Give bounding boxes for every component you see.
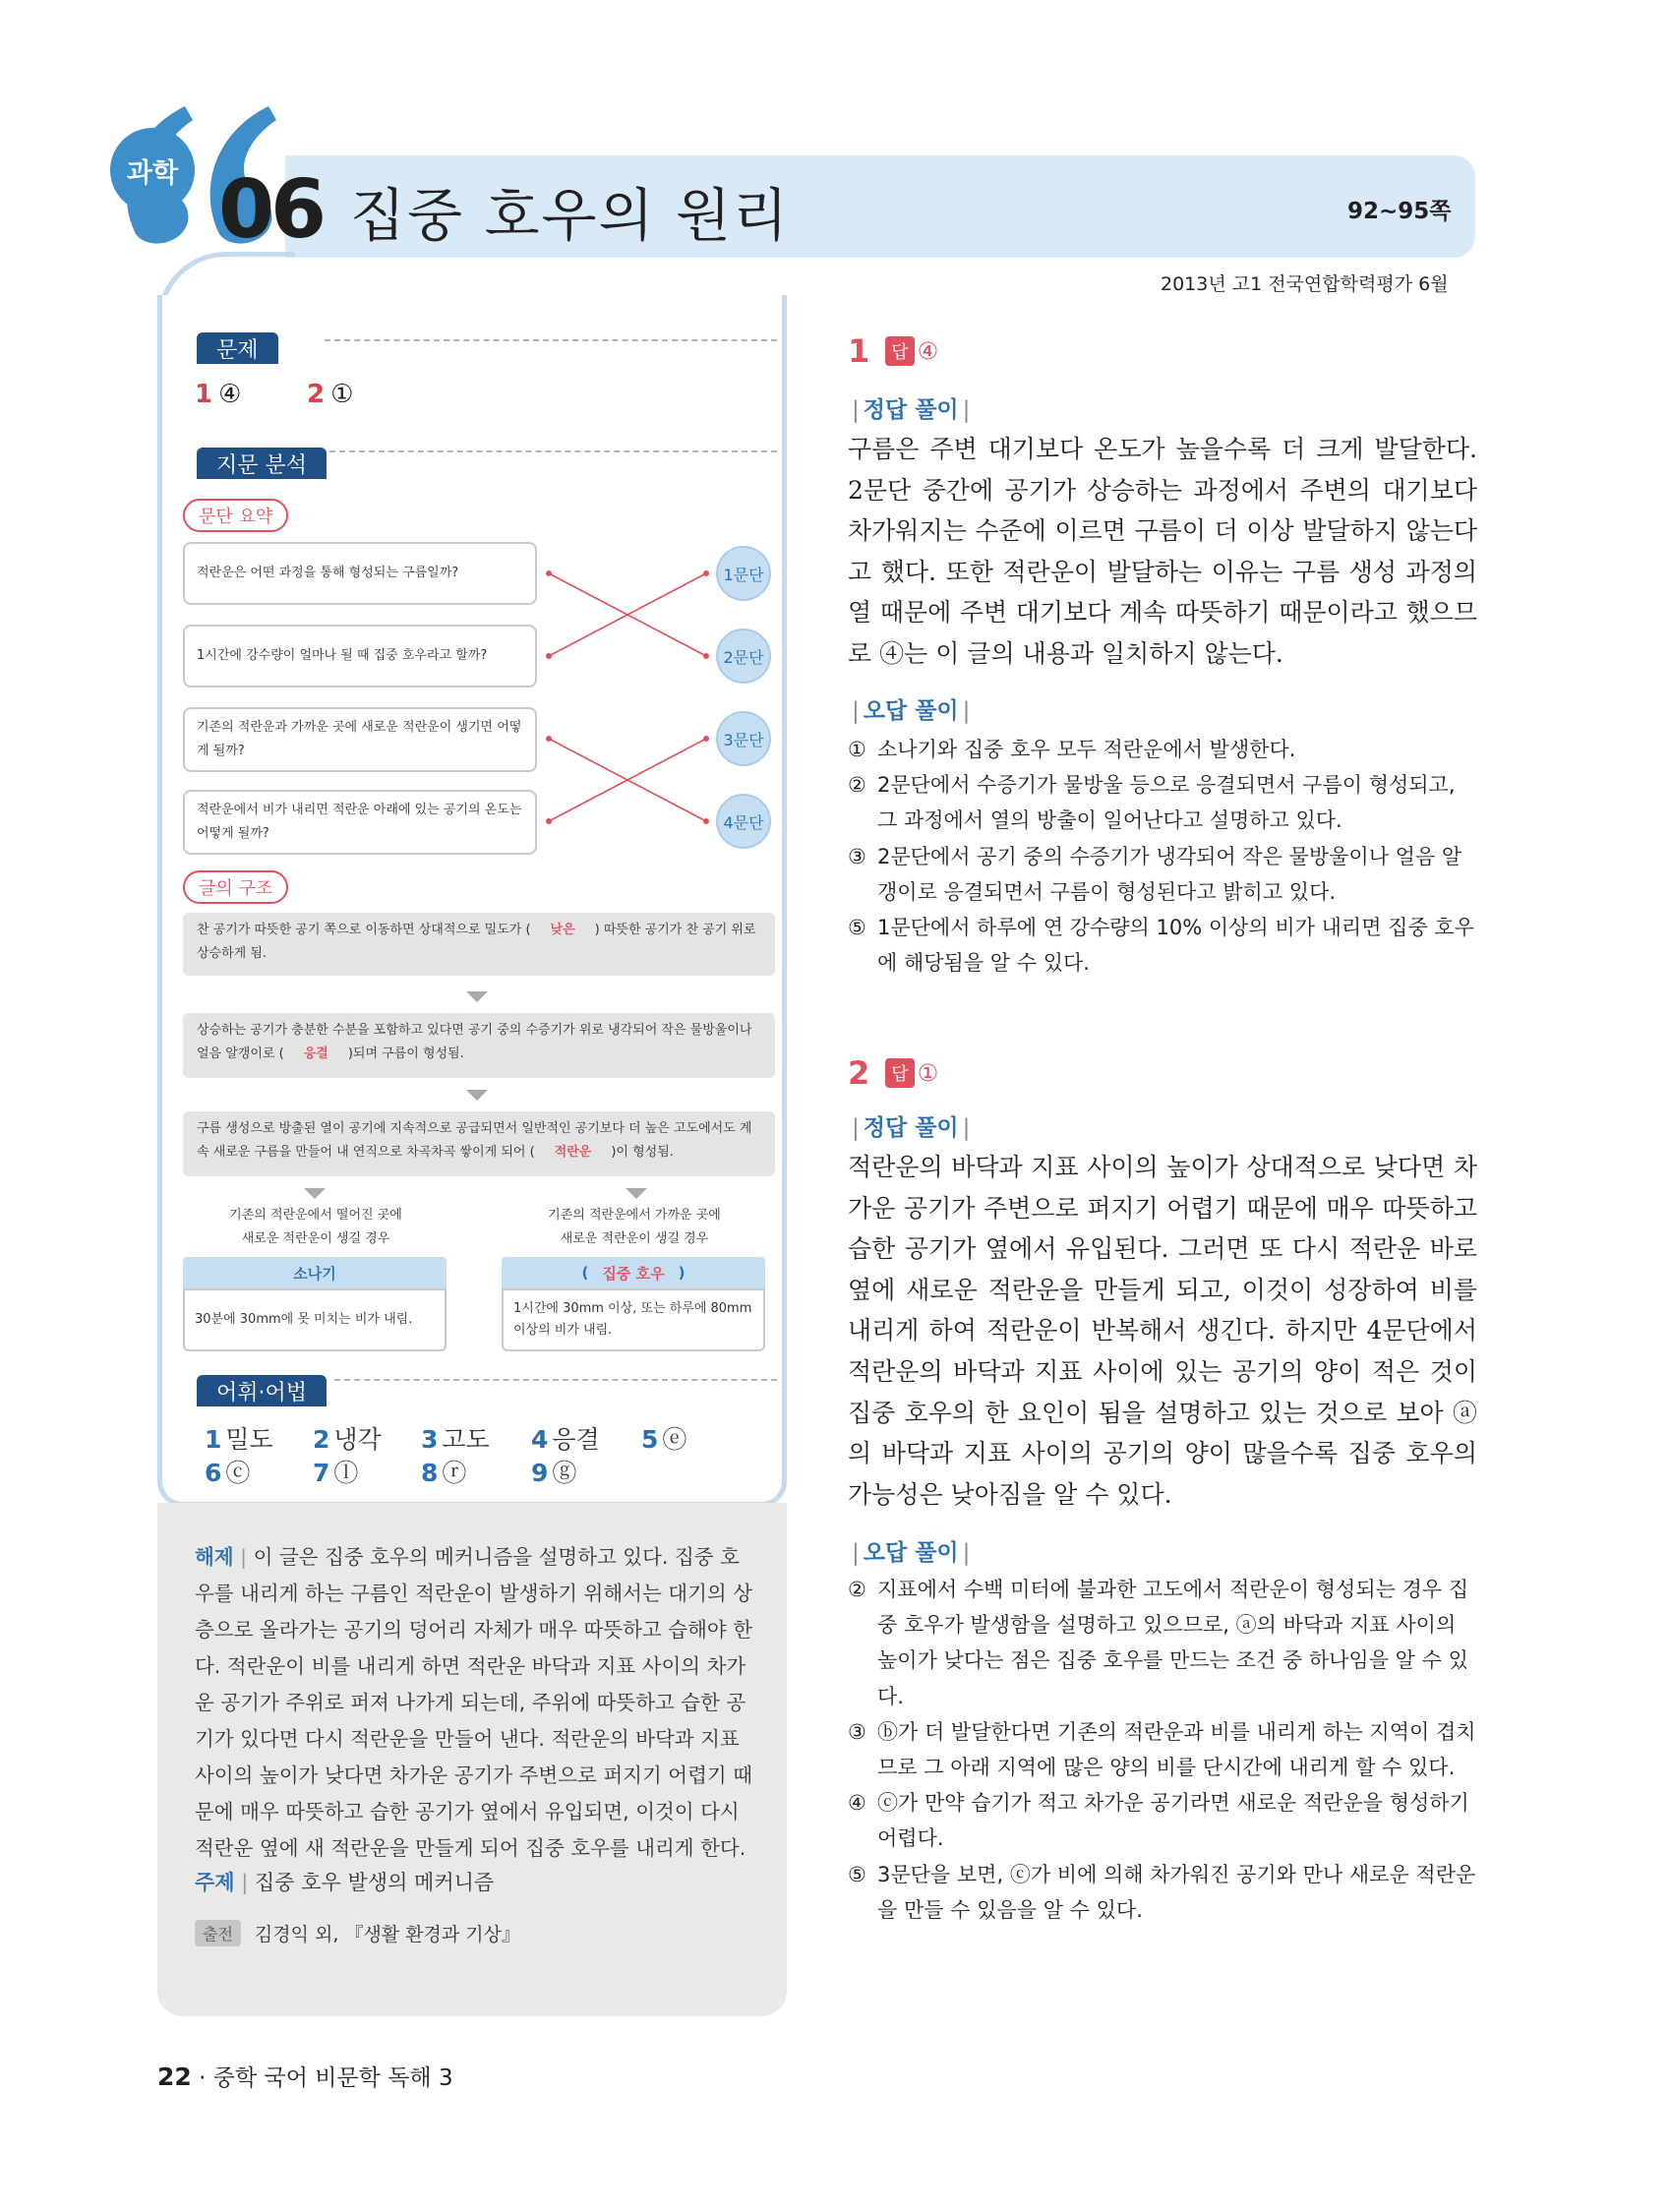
list-item: ② 2문단에서 수증기가 물방울 등으로 응결되면서 구름이 형성되고, 그 과정에서 열의 방출이 일어난다고 설명하고 있다. bbox=[848, 773, 1456, 833]
list-item: ④ ⓒ가 만약 습기가 적고 차가운 공기라면 새로운 적란운을 형성하기 어렵다. bbox=[848, 1791, 1469, 1851]
origin-line: 출전 김경익 외, 『생활 환경과 기상』 bbox=[195, 1920, 520, 1946]
matching-lines bbox=[539, 551, 718, 856]
list-item: ② 지표에서 수백 미터에 불과한 고도에서 적란운이 형성되는 경우 집중 호우가 발생함을 설명하고 있으므로, ⓐ의 바닥과 지표 사이의 높이가 낮다는 점은 집중 호우를 만드는 조건 중 하나임을 알 수 있다. bbox=[848, 1578, 1469, 1708]
list-item: ⑤ 1문단에서 하루에 연 강수량의 10% 이상의 비가 내리면 집중 호우에 해당됨을 알 수 있다. bbox=[848, 916, 1474, 976]
structure-step-2: 상승하는 공기가 충분한 수분을 포함하고 있다면 공기 중의 수증기가 위로 냉각되어 작은 물방울이나 얼음 알갱이로 ( 응결 )되며 구름이 형성됨. bbox=[183, 1013, 775, 1078]
label-structure: 글의 구조 bbox=[183, 870, 288, 904]
question-1-header: 1 답 ④ bbox=[848, 332, 939, 370]
correct-explanation-label-1: | 정답 풀이 | bbox=[852, 397, 971, 423]
list-item: ① 소나기와 집중 호우 모두 적란운에서 발생한다. bbox=[848, 738, 1296, 761]
correct-explanation-2: 적란운의 바닥과 지표 사이의 높이가 상대적으로 낮다면 차가운 공기가 주변으로 퍼지기 어렵기 때문에 매우 따뜻하고 습한 공기가 옆에서 유입된다. 그러면 또 다시 적란운 바로 옆에 새로운 적란운을 만들게 되고, 이것이 성장하여 비를 내리게 하여 적란운이 반복해서 생긴다. 하지만 4문단에서 적란운의 바닥과 지표 사이에 있는 공기의 양이 적은 것이 집중 호우의 한 요인이 됨을 설명하고 있는 것으로 보아 ⓐ의 바닥과 지표 사이의 공기의 양이 많을수록 집중 호우의 가능성은 낮아짐을 알 수 있다. bbox=[848, 1153, 1477, 1509]
exam-source: 2013년 고1 전국연합학력평가 6월 bbox=[1161, 273, 1449, 295]
page-title: 집중 호우의 원리 bbox=[350, 182, 791, 249]
case-caption-left: 기존의 적란운에서 떨어진 곳에 새로운 적란운이 생길 경우 bbox=[229, 1208, 402, 1246]
arrow-down-icon bbox=[626, 1188, 647, 1199]
tab-vocab: 어휘·어법 bbox=[197, 1375, 327, 1406]
divider bbox=[329, 450, 777, 452]
paragraph-circle-1: 1문단 bbox=[716, 546, 771, 601]
page-footer bbox=[157, 2060, 453, 2092]
vocab-item: 1 밀도 bbox=[205, 1425, 273, 1454]
wrong-explanations-1 bbox=[848, 732, 1477, 981]
list-item: ⑤ 3문단을 보면, ⓒ가 비에 의해 차가워진 공기와 만나 새로운 적란운을 만들 수 있음을 알 수 있다. bbox=[848, 1862, 1476, 1922]
summary-text: 해제 | 이 글은 집중 호우의 메커니즘을 설명하고 있다. 집중 호우를 내리게 하는 구름인 적란운이 발생하기 위해서는 대기의 상층으로 올라가는 공기의 덩어리 자체가 매우 따뜻하고 습해야 한다. 적란운이 비를 내리게 하면 적란운 바닥과 지표 사이의 차가운 공기가 주위로 퍼져 나가게 되는데, 주위에 따뜻하고 습한 공기가 있다면 다시 적란운을 만들어 낸다. 적란운의 바닥과 지표 사이의 높이가 낮다면 차가운 공기가 주변으로 퍼지기 어렵기 때문에 매우 따뜻하고 습한 공기가 옆에서 유입되면, 이것이 다시 적란운 옆에 새 적란운을 만들게 되어 집중 호우를 내리게 한다. bbox=[195, 1545, 753, 1860]
case-body-heavy-rain: 1시간에 30mm 이상, 또는 하루에 80mm 이상의 비가 내림. bbox=[502, 1288, 765, 1351]
vocab-item: 8 ⓡ bbox=[421, 1459, 467, 1487]
question-box: 1시간에 강수량이 얼마나 될 때 집중 호우라고 할까? bbox=[183, 625, 537, 688]
vocab-item: 3 고도 bbox=[421, 1425, 490, 1454]
wrong-explanation-label-2: | 오답 풀이 | bbox=[852, 1540, 971, 1566]
question-box: 적란운은 어떤 과정을 통해 형성되는 구름일까? bbox=[183, 542, 537, 605]
section-number: 06 bbox=[218, 163, 324, 257]
wrong-explanations-2 bbox=[848, 1572, 1477, 1928]
vocab-item: 9 ⓖ bbox=[531, 1459, 577, 1487]
structure-step-3: 구름 생성으로 방출된 열이 공기에 지속적으로 공급되면서 일반적인 공기보다 더 높은 고도에서도 계속 새로운 구름을 만들어 내 연직으로 차곡차곡 쌓이게 되어 ( 적란운 )이 형성됨. bbox=[183, 1111, 775, 1176]
tab-problem: 문제 bbox=[197, 332, 278, 364]
vocab-item: 5 ⓔ bbox=[641, 1425, 687, 1454]
list-item: ③ ⓑ가 더 발달한다면 기존의 적란운과 비를 내리게 하는 지역이 겹치므로 그 아래 지역에 많은 양의 비를 단시간에 내리게 할 수 있다. bbox=[848, 1719, 1476, 1780]
correct-explanation-label-2: | 정답 풀이 | bbox=[852, 1115, 971, 1141]
tab-analysis: 지문 분석 bbox=[197, 448, 327, 479]
vocab-item: 2 냉각 bbox=[313, 1425, 382, 1454]
divider bbox=[325, 339, 777, 341]
vocab-item: 6 ⓒ bbox=[205, 1459, 251, 1487]
wrong-explanation-label-1: | 오답 풀이 | bbox=[852, 698, 971, 724]
theme-line: 주제 | 집중 호우 발생의 메커니즘 bbox=[195, 1871, 495, 1894]
page-number: 22 bbox=[157, 2063, 192, 2091]
origin-badge: 출전 bbox=[195, 1920, 241, 1946]
answer-1: 1 ④ bbox=[195, 380, 242, 409]
paragraph-circle-3: 3문단 bbox=[716, 711, 771, 766]
question-box: 적란운에서 비가 내리면 적란운 아래에 있는 공기의 온도는 어떻게 될까? bbox=[183, 790, 537, 855]
divider bbox=[334, 1379, 777, 1381]
book-title: · 중학 국어 비문학 독해 3 bbox=[199, 2065, 453, 2091]
arrow-down-icon bbox=[304, 1188, 326, 1199]
question-box: 기존의 적란운과 가까운 곳에 새로운 적란운이 생기면 어떻게 될까? bbox=[183, 707, 537, 772]
arrow-down-icon bbox=[466, 1090, 488, 1101]
answer-2: 2 ① bbox=[307, 380, 354, 409]
label-summary: 문단 요약 bbox=[183, 499, 288, 532]
case-head-heavy-rain: ( 집중 호우 ) bbox=[502, 1257, 765, 1288]
case-caption-right: 기존의 적란운에서 가까운 곳에 새로운 적란운이 생길 경우 bbox=[548, 1208, 721, 1246]
vocab-item: 7 ⓛ bbox=[313, 1459, 359, 1487]
case-head-shower: 소나기 bbox=[183, 1257, 447, 1288]
case-body-shower: 30분에 30mm에 못 미치는 비가 내림. bbox=[183, 1288, 447, 1351]
structure-step-1: 찬 공기가 따뜻한 공기 쪽으로 이동하면 상대적으로 밀도가 ( 낮은 ) 따뜻한 공기가 찬 공기 위로 상승하게 됨. bbox=[183, 913, 775, 976]
list-item: ③ 2문단에서 공기 중의 수증기가 냉각되어 작은 물방울이나 얼음 알갱이로 응결되면서 구름이 형성된다고 밝히고 있다. bbox=[848, 844, 1462, 904]
paragraph-circle-2: 2문단 bbox=[716, 628, 771, 684]
arrow-down-icon bbox=[466, 991, 488, 1002]
paragraph-circle-4: 4문단 bbox=[716, 794, 771, 849]
vocab-item: 4 응결 bbox=[531, 1425, 600, 1454]
question-2-header: 2 답 ① bbox=[848, 1054, 939, 1092]
correct-explanation-1: 구름은 주변 대기보다 온도가 높을수록 더 크게 발달한다. 2문단 중간에 공기가 상승하는 과정에서 주변의 대기보다 차가워지는 수준에 이르면 구름이 더 이상 발달하지 않는다고 했다. 또한 적란운이 발달하는 이유는 구름 생성 과정의 열 때문에 주변 대기보다 계속 따뜻하기 때문이라고 했으므로 ④는 이 글의 내용과 일치하지 않는다. bbox=[848, 435, 1477, 668]
subject-badge: 과학 bbox=[110, 128, 195, 212]
page-range: 92~95쪽 bbox=[1347, 199, 1452, 224]
